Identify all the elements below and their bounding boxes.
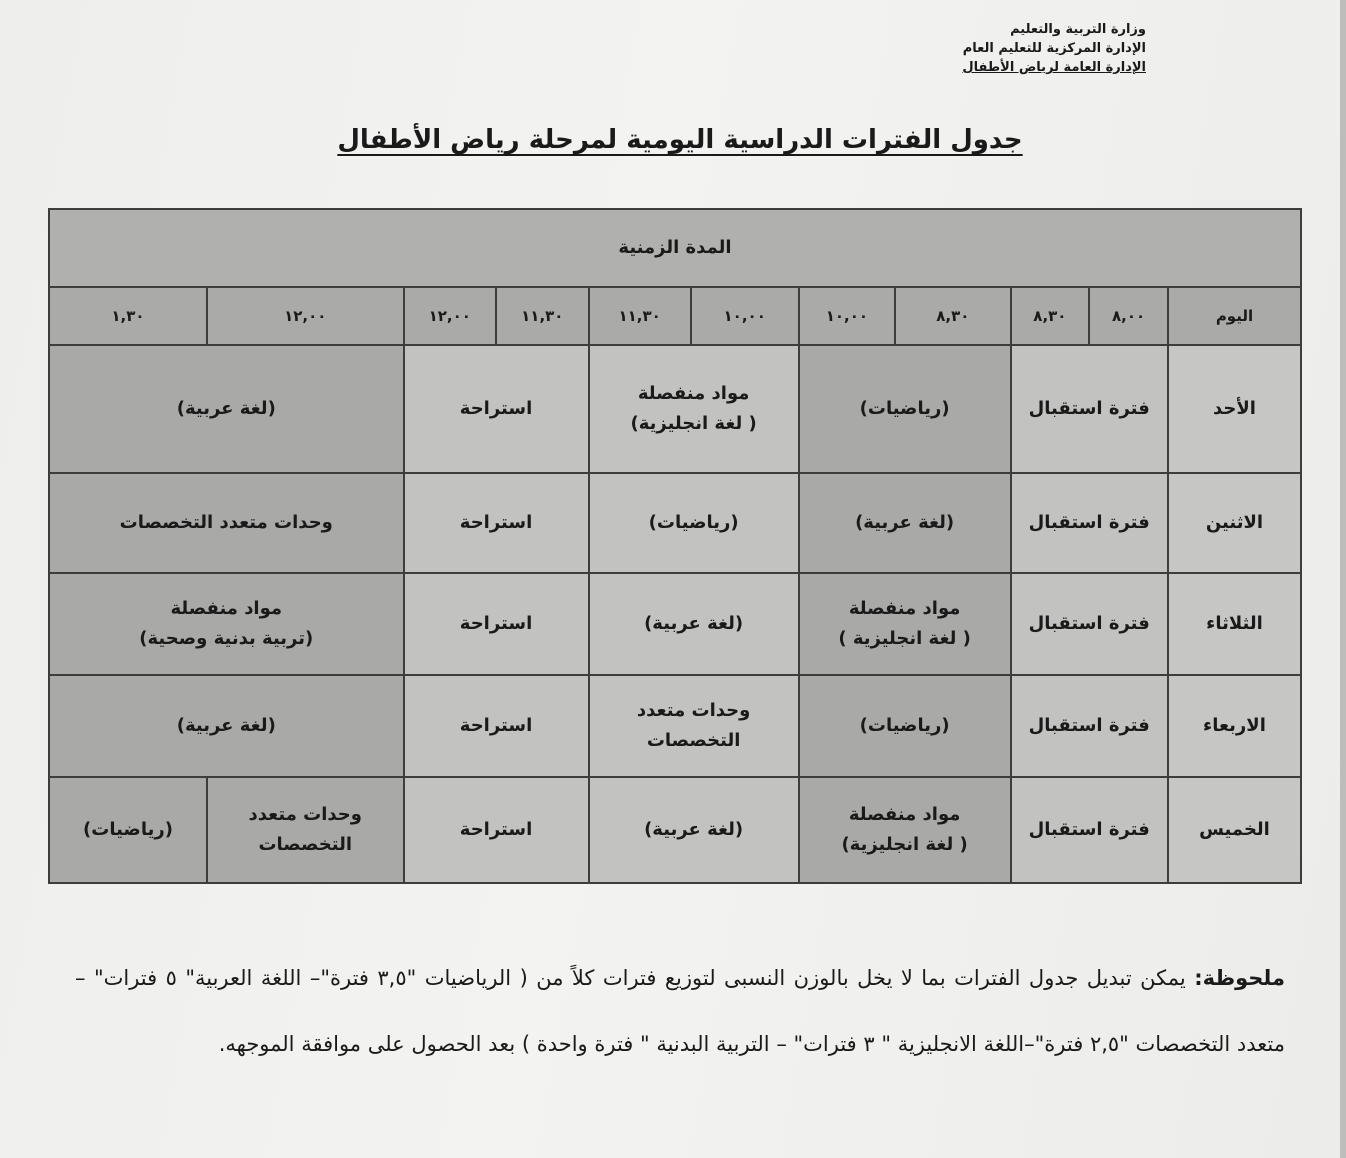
schedule-cell bbox=[799, 777, 1011, 883]
cell-line: فترة استقبال bbox=[1028, 398, 1150, 419]
table-row-wednesday bbox=[49, 675, 1301, 777]
cell-line: استراحة bbox=[459, 613, 533, 634]
cell-line: (تربية بدنية وصحية) bbox=[139, 628, 314, 649]
cell-line: فترة استقبال bbox=[1028, 819, 1150, 840]
duration-header: المدة الزمنية bbox=[49, 209, 1301, 287]
schedule-cell bbox=[1011, 573, 1168, 675]
page-edge bbox=[1340, 0, 1346, 1158]
day-column-header: اليوم bbox=[1168, 287, 1301, 345]
schedule-cell bbox=[49, 675, 404, 777]
schedule-cell bbox=[49, 345, 404, 473]
day-cell: الاربعاء bbox=[1168, 675, 1301, 777]
cell-line: مواد منفصلة bbox=[848, 804, 961, 825]
schedule-cell bbox=[589, 777, 799, 883]
cell-line: وحدات متعدد bbox=[248, 804, 362, 825]
time-cell: ١,٣٠ bbox=[49, 287, 207, 345]
cell-line: استراحة bbox=[459, 715, 533, 736]
document-title bbox=[250, 125, 1110, 155]
day-cell: الاثنين bbox=[1168, 473, 1301, 573]
schedule-cell bbox=[799, 675, 1011, 777]
cell-line: ( لغة انجليزية ) bbox=[838, 628, 971, 649]
footnote-text: يمكن تبديل جدول الفترات بما لا يخل بالوزن النسبى لتوزيع فترات كلاً من ( الرياضيات "٣,٥ فترة"– اللغة العربية" ٥ فترات" – متعدد التخصصات "٢,٥ فترة"–اللغة الانجليزية " ٣ فترات" – التربية البدنية " فترة واحدة ) بعد الحصول على موافقة الموجهه. bbox=[75, 966, 1285, 1056]
cell-line: (رياضيات) bbox=[859, 715, 950, 736]
schedule-cell bbox=[589, 573, 799, 675]
cell-line: (لغة عربية) bbox=[644, 613, 744, 634]
cell-line: (رياضيات) bbox=[648, 512, 739, 533]
schedule-cell bbox=[207, 777, 404, 883]
table-row-thursday bbox=[49, 777, 1301, 883]
time-cell: ١٠,٠٠ bbox=[799, 287, 895, 345]
cell-line: مواد منفصلة bbox=[848, 598, 961, 619]
cell-line: ( لغة انجليزية) bbox=[841, 834, 968, 855]
header-line-kindergarten-admin: الإدارة العامة لرياض الأطفال bbox=[962, 60, 1146, 75]
schedule-cell bbox=[49, 473, 404, 573]
schedule-cell bbox=[589, 675, 799, 777]
time-cell: ١١,٣٠ bbox=[496, 287, 589, 345]
cell-line: فترة استقبال bbox=[1028, 715, 1150, 736]
time-cell: ٨,٣٠ bbox=[895, 287, 1010, 345]
cell-line: (لغة عربية) bbox=[855, 512, 955, 533]
schedule-cell bbox=[799, 345, 1011, 473]
day-cell: الخميس bbox=[1168, 777, 1301, 883]
time-cell: ٨,٣٠ bbox=[1011, 287, 1090, 345]
schedule-cell bbox=[404, 675, 589, 777]
schedule-table bbox=[48, 208, 1302, 884]
cell-line: مواد منفصلة bbox=[637, 383, 750, 404]
schedule-cell bbox=[799, 573, 1011, 675]
schedule-cell bbox=[589, 473, 799, 573]
time-cell: ١٢,٠٠ bbox=[207, 287, 404, 345]
header-line-ministry: وزارة التربية والتعليم bbox=[1010, 22, 1146, 37]
schedule-cell bbox=[404, 345, 589, 473]
day-cell: الأحد bbox=[1168, 345, 1301, 473]
cell-line: (رياضيات) bbox=[859, 398, 950, 419]
times-row bbox=[49, 287, 1301, 345]
footnote bbox=[75, 945, 1285, 1077]
cell-line: التخصصات bbox=[258, 834, 353, 855]
ministry-header bbox=[962, 20, 1146, 77]
table-row-sunday bbox=[49, 345, 1301, 473]
cell-line: (لغة عربية) bbox=[176, 715, 276, 736]
cell-line: التخصصات bbox=[646, 730, 741, 751]
time-cell: ١٢,٠٠ bbox=[404, 287, 497, 345]
time-cell: ٨,٠٠ bbox=[1089, 287, 1168, 345]
cell-line: (لغة عربية) bbox=[644, 819, 744, 840]
footnote-label: ملحوظة: bbox=[1194, 966, 1285, 990]
cell-line: استراحة bbox=[459, 398, 533, 419]
cell-line: استراحة bbox=[459, 512, 533, 533]
schedule-cell bbox=[404, 473, 589, 573]
header-line-central-admin: الإدارة المركزية للتعليم العام bbox=[962, 41, 1146, 56]
schedule-cell bbox=[799, 473, 1011, 573]
day-cell: الثلاثاء bbox=[1168, 573, 1301, 675]
cell-line: (لغة عربية) bbox=[176, 398, 276, 419]
schedule-cell bbox=[404, 777, 589, 883]
schedule-cell bbox=[1011, 675, 1168, 777]
schedule-cell bbox=[404, 573, 589, 675]
schedule-cell bbox=[1011, 345, 1168, 473]
table-row-monday bbox=[49, 473, 1301, 573]
cell-line: فترة استقبال bbox=[1028, 613, 1150, 634]
cell-line: استراحة bbox=[459, 819, 533, 840]
cell-line: (رياضيات) bbox=[83, 819, 173, 840]
time-cell: ١١,٣٠ bbox=[589, 287, 691, 345]
cell-line: مواد منفصلة bbox=[170, 598, 283, 619]
schedule-cell bbox=[49, 777, 207, 883]
schedule-cell bbox=[1011, 777, 1168, 883]
cell-line: وحدات متعدد التخصصات bbox=[119, 512, 333, 533]
cell-line: وحدات متعدد bbox=[636, 700, 751, 721]
time-cell: ١٠,٠٠ bbox=[691, 287, 799, 345]
schedule-cell bbox=[49, 573, 404, 675]
document-title-text: جدول الفترات الدراسية اليومية لمرحلة رياض الأطفال bbox=[337, 125, 1023, 155]
table-row-tuesday bbox=[49, 573, 1301, 675]
cell-line: فترة استقبال bbox=[1028, 512, 1150, 533]
schedule-cell bbox=[589, 345, 799, 473]
schedule-cell bbox=[1011, 473, 1168, 573]
cell-line: ( لغة انجليزية) bbox=[630, 413, 757, 434]
